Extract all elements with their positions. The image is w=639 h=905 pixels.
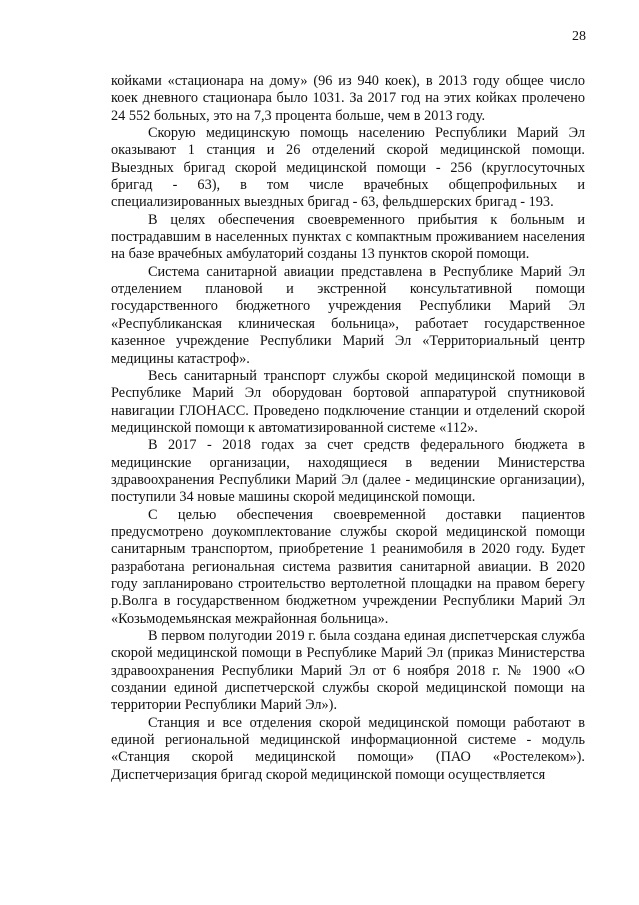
paragraph-dispatch-service: В первом полугодии 2019 г. была создана единая диспетчерская служба скорой медицинской помощи в Республике Марий Эл (приказ Министерства здравоохранения Республики Марий Эл от 6 ноября 2018 г. № 1900 «О создании единой диспетчерской службы скорой медицинской помощи на территории Республики Марий Эл»). (111, 628, 585, 714)
body-text (111, 73, 585, 784)
paragraph-sanitary-aviation: Система санитарной авиации представлена в Республике Марий Эл отделением плановой и экстренной консультативной помощи государственного бюджетного учреждения Республики Марий Эл «Республиканская клиническая больница», работает государственное казенное учреждение Республики Марий Эл «Территориальный центр медицины катастроф». (111, 263, 585, 367)
paragraph-new-vehicles: В 2017 - 2018 годах за счет средств федерального бюджета в медицинские организации, находящиеся в ведении Министерства здравоохранения Республики Марий Эл (далее - медицинские организации), поступили 34 новые машины скорой медицинской помощи. (111, 437, 585, 506)
paragraph-ambulance-service: Скорую медицинскую помощь населению Республики Марий Эл оказывают 1 станция и 26 отделений скорой медицинской помощи. Выездных бригад скорой медицинской помощи - 256 (круглосуточных бригад - 63), в том числе врачебных общепрофильных и специализированных выездных бригад - 63, фельдшерских бригад - 193. (111, 125, 585, 211)
paragraph-fleet-plans: С целью обеспечения своевременной доставки пациентов предусмотрено доукомплектование службы скорой медицинской помощи санитарным транспортом, приобретение 1 реанимобиля в 2020 году. Будет разработана региональная система развития санитарной авиации. В 2020 году запланировано строительство вертолетной площадки на правом берегу р.Волга в государственном бюджетном учреждении Республики Марий Эл «Козьмодемьянская межрайонная больница». (111, 506, 585, 627)
page-number: 28 (572, 29, 586, 44)
paragraph-continuation: койками «стационара на дому» (96 из 940 коек), в 2013 году общее число коек дневного стационара было 1031. За 2017 год на этих койках пролечено 24 552 больных, это на 7,3 процента больше, чем в 2013 году. (111, 73, 585, 124)
paragraph-information-system: Станция и все отделения скорой медицинской помощи работают в единой региональной медицинской информационной системе - модуль «Станция скорой медицинской помощи» (ПАО «Ростелеком»). Диспетчеризация бригад скорой медицинской помощи осуществляется (111, 714, 585, 783)
paragraph-emergency-points: В целях обеспечения своевременного прибытия к больным и пострадавшим в населенных пунктах с компактным проживанием населения на базе врачебных амбулаторий созданы 13 пунктов скорой помощи. (111, 211, 585, 263)
paragraph-glonass: Весь санитарный транспорт службы скорой медицинской помощи в Республике Марий Эл оборудован бортовой аппаратурой спутниковой навигации ГЛОНАСС. Проведено подключение станции и отделений скорой медицинской помощи к автоматизированной системе «112». (111, 367, 585, 436)
